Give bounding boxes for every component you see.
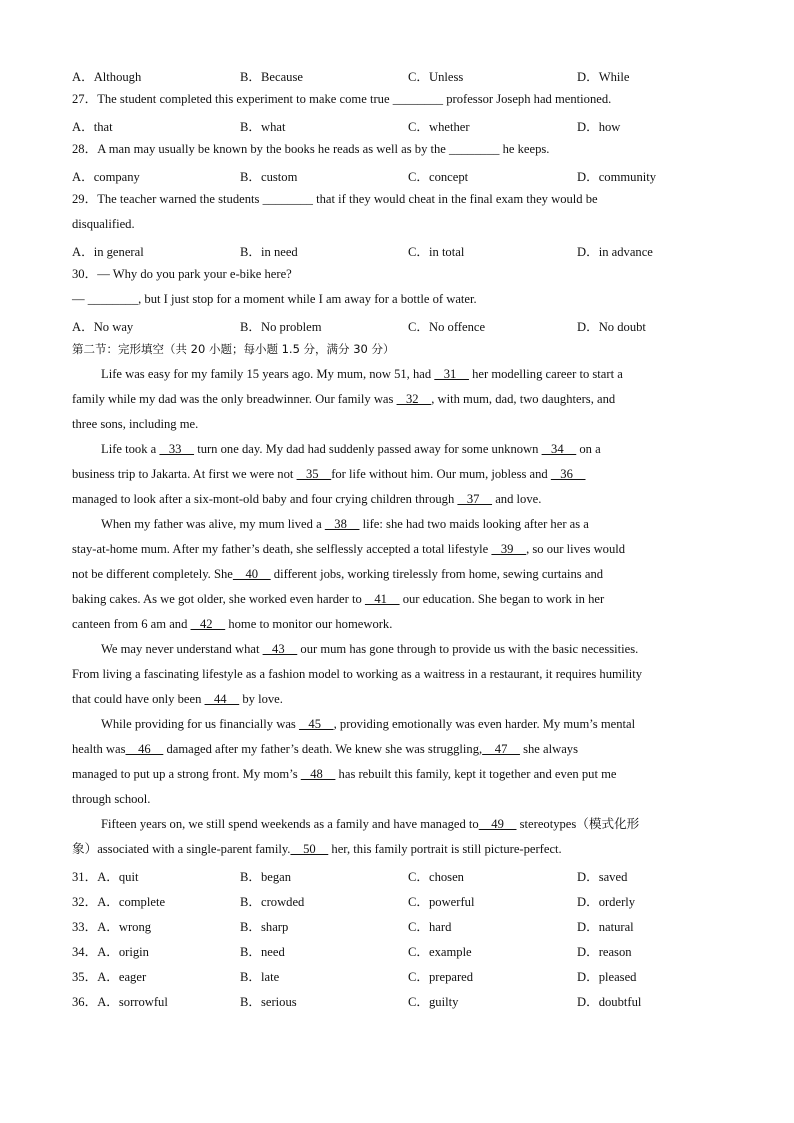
option-4-0: A．company bbox=[72, 170, 140, 184]
text-line-28 bbox=[72, 766, 724, 782]
option-37-0: 36．A．sorrowful bbox=[72, 995, 168, 1009]
option-33-3: D．orderly bbox=[577, 895, 636, 909]
text-line-17 bbox=[72, 491, 724, 507]
text-line-21 bbox=[72, 591, 724, 607]
answer-blank: 32 bbox=[396, 392, 432, 406]
text-segment: our mum has gone through to provide us with the basic necessities. bbox=[297, 642, 639, 656]
option-36-0: 35．A．eager bbox=[72, 970, 147, 984]
text-segment: by love. bbox=[239, 692, 283, 706]
option-7-3: D．in advance bbox=[577, 245, 653, 259]
text-line-19 bbox=[72, 541, 724, 557]
answer-blank: 42 bbox=[190, 617, 226, 631]
text-segment: not be different completely. She bbox=[72, 567, 233, 581]
text-segment: health was bbox=[72, 742, 126, 756]
answer-blank: 44 bbox=[204, 692, 240, 706]
option-37-2: C．guilty bbox=[408, 995, 459, 1009]
text-segment: damaged after my father’s death. We knew she was struggling, bbox=[163, 742, 483, 756]
answer-blank: 34 bbox=[541, 442, 577, 456]
option-34-2: C．hard bbox=[408, 920, 452, 934]
option-32-3: D．saved bbox=[577, 870, 628, 884]
text-segment: on a bbox=[576, 442, 601, 456]
option-36-2: C．prepared bbox=[408, 970, 474, 984]
text-segment: turn one day. My dad had suddenly passed away for some unknown bbox=[194, 442, 542, 456]
answer-blank: 35 bbox=[296, 467, 332, 481]
answer-blank: 50 bbox=[290, 842, 329, 856]
option-33-1: B．crowded bbox=[240, 895, 305, 909]
text-line-23 bbox=[101, 641, 724, 657]
text-segment: she always bbox=[519, 742, 579, 756]
text-line-30 bbox=[101, 816, 724, 832]
text-line-8: 30．— Why do you park your e-bike here? bbox=[72, 267, 292, 281]
answer-blank: 40 bbox=[232, 567, 271, 581]
text-line-14 bbox=[72, 416, 724, 432]
option-10-0: A．No way bbox=[72, 320, 134, 334]
option-0-3: D．While bbox=[577, 70, 630, 84]
answer-blank: 48 bbox=[300, 767, 336, 781]
text-line-12 bbox=[101, 366, 724, 382]
option-34-3: D．natural bbox=[577, 920, 634, 934]
text-segment: our education. She began to work in her bbox=[399, 592, 605, 606]
text-segment: different jobs, working tirelessly from home, sewing curtains and bbox=[270, 567, 604, 581]
text-line-18 bbox=[101, 516, 724, 532]
answer-blank: 37 bbox=[457, 492, 493, 506]
text-segment: that could have only been bbox=[72, 692, 205, 706]
text-segment: , so our lives would bbox=[526, 542, 626, 556]
option-33-2: C．powerful bbox=[408, 895, 475, 909]
option-2-0: A．that bbox=[72, 120, 113, 134]
text-segment: baking cakes. As we got older, she worked even harder to bbox=[72, 592, 365, 606]
text-line-15 bbox=[101, 441, 724, 457]
text-line-24 bbox=[72, 666, 724, 682]
answer-blank: 39 bbox=[491, 542, 527, 556]
text-line-27 bbox=[72, 741, 724, 757]
answer-blank: 43 bbox=[262, 642, 298, 656]
option-0-2: C．Unless bbox=[408, 70, 464, 84]
option-32-1: B．began bbox=[240, 870, 292, 884]
text-line-5: 29．The teacher warned the students ________ that if they would cheat in the final exam they would be bbox=[72, 192, 598, 206]
answer-blank: 36 bbox=[550, 467, 586, 481]
text-segment: managed to look after a six-mont-old baby and four crying children through bbox=[72, 492, 458, 506]
text-segment: Fifteen years on, we still spend weekends as a family and have managed to bbox=[101, 817, 479, 831]
text-segment: three sons, including me. bbox=[72, 417, 199, 431]
text-segment: has rebuilt this family, kept it together and even put me bbox=[335, 767, 617, 781]
text-segment: stay-at-home mum. After my father’s death, she selflessly accepted a total lifestyle bbox=[72, 542, 492, 556]
text-line-31 bbox=[72, 841, 724, 857]
option-7-2: C．in total bbox=[408, 245, 465, 259]
text-segment: stereotypes（模式化形 bbox=[516, 817, 640, 831]
option-7-1: B．in need bbox=[240, 245, 298, 259]
text-line-25 bbox=[72, 691, 724, 707]
text-segment: her modelling career to start a bbox=[468, 367, 623, 381]
option-33-0: 32．A．complete bbox=[72, 895, 166, 909]
text-line-16 bbox=[72, 466, 724, 482]
option-0-1: B．Because bbox=[240, 70, 303, 84]
option-10-1: B．No problem bbox=[240, 320, 322, 334]
text-line-9: — ________, but I just stop for a moment while I am away for a bottle of water. bbox=[72, 292, 477, 306]
option-35-2: C．example bbox=[408, 945, 472, 959]
text-segment: through school. bbox=[72, 792, 151, 806]
text-segment: , with mum, dad, two daughters, and bbox=[431, 392, 616, 406]
text-line-1: 27．The student completed this experiment to make come true ________ professor Joseph had mentioned. bbox=[72, 92, 612, 106]
option-37-1: B．serious bbox=[240, 995, 297, 1009]
text-segment: and love. bbox=[492, 492, 542, 506]
option-37-3: D．doubtful bbox=[577, 995, 642, 1009]
text-line-29 bbox=[72, 791, 724, 807]
option-32-0: 31．A．quit bbox=[72, 870, 139, 884]
option-2-1: B．what bbox=[240, 120, 286, 134]
option-7-0: A．in general bbox=[72, 245, 144, 259]
text-segment: for life without him. Our mum, jobless and bbox=[331, 467, 551, 481]
text-segment: From living a fascinating lifestyle as a fashion model to working as a waitress in a restaurant, it requires humility bbox=[72, 667, 643, 681]
text-line-3: 28．A man may usually be known by the books he reads as well as by the ________ he keeps. bbox=[72, 142, 550, 156]
option-10-3: D．No doubt bbox=[577, 320, 646, 334]
text-line-26 bbox=[101, 716, 724, 732]
answer-blank: 45 bbox=[298, 717, 334, 731]
option-4-3: D．community bbox=[577, 170, 657, 184]
option-34-0: 33．A．wrong bbox=[72, 920, 152, 934]
option-36-3: D．pleased bbox=[577, 970, 637, 984]
answer-blank: 47 bbox=[482, 742, 520, 756]
text-segment: business trip to Jakarta. At first we were not bbox=[72, 467, 297, 481]
option-0-0: A．Although bbox=[72, 70, 142, 84]
text-line-22 bbox=[72, 616, 724, 632]
option-35-1: B．need bbox=[240, 945, 285, 959]
text-segment: 象）associated with a single-parent family. bbox=[72, 842, 291, 856]
text-segment: We may never understand what bbox=[101, 642, 263, 656]
text-segment: home to monitor our homework. bbox=[225, 617, 393, 631]
text-segment: Life took a bbox=[101, 442, 160, 456]
text-segment: Life was easy for my family 15 years ago. My mum, now 51, had bbox=[101, 367, 435, 381]
text-segment: her, this family portrait is still picture-perfect. bbox=[328, 842, 562, 856]
text-segment: family while my dad was the only breadwinner. Our family was bbox=[72, 392, 397, 406]
option-2-2: C．whether bbox=[408, 120, 470, 134]
text-segment: life: she had two maids looking after her as a bbox=[359, 517, 589, 531]
answer-blank: 31 bbox=[434, 367, 469, 381]
text-line-6: disqualified. bbox=[72, 217, 135, 231]
text-segment: , providing emotionally was even harder. My mum’s mental bbox=[333, 717, 636, 731]
text-segment: When my father was alive, my mum lived a bbox=[101, 517, 325, 531]
answer-blank: 49 bbox=[478, 817, 517, 831]
text-segment: While providing for us financially was bbox=[101, 717, 299, 731]
text-line-20 bbox=[72, 566, 724, 582]
answer-blank: 33 bbox=[159, 442, 195, 456]
option-35-3: D．reason bbox=[577, 945, 632, 959]
section-heading: 第二节：完形填空（共 20 小题；每小题 1.5 分，满分 30 分） bbox=[72, 342, 395, 356]
text-line-13 bbox=[72, 391, 724, 407]
option-4-1: B．custom bbox=[240, 170, 298, 184]
answer-blank: 46 bbox=[125, 742, 164, 756]
option-10-2: C．No offence bbox=[408, 320, 486, 334]
answer-blank: 41 bbox=[364, 592, 400, 606]
option-34-1: B．sharp bbox=[240, 920, 289, 934]
answer-blank: 38 bbox=[324, 517, 360, 531]
option-2-3: D．how bbox=[577, 120, 621, 134]
text-segment: canteen from 6 am and bbox=[72, 617, 191, 631]
option-32-2: C．chosen bbox=[408, 870, 464, 884]
option-36-1: B．late bbox=[240, 970, 280, 984]
option-35-0: 34．A．origin bbox=[72, 945, 149, 959]
text-segment: managed to put up a strong front. My mom’s bbox=[72, 767, 301, 781]
option-4-2: C．concept bbox=[408, 170, 469, 184]
